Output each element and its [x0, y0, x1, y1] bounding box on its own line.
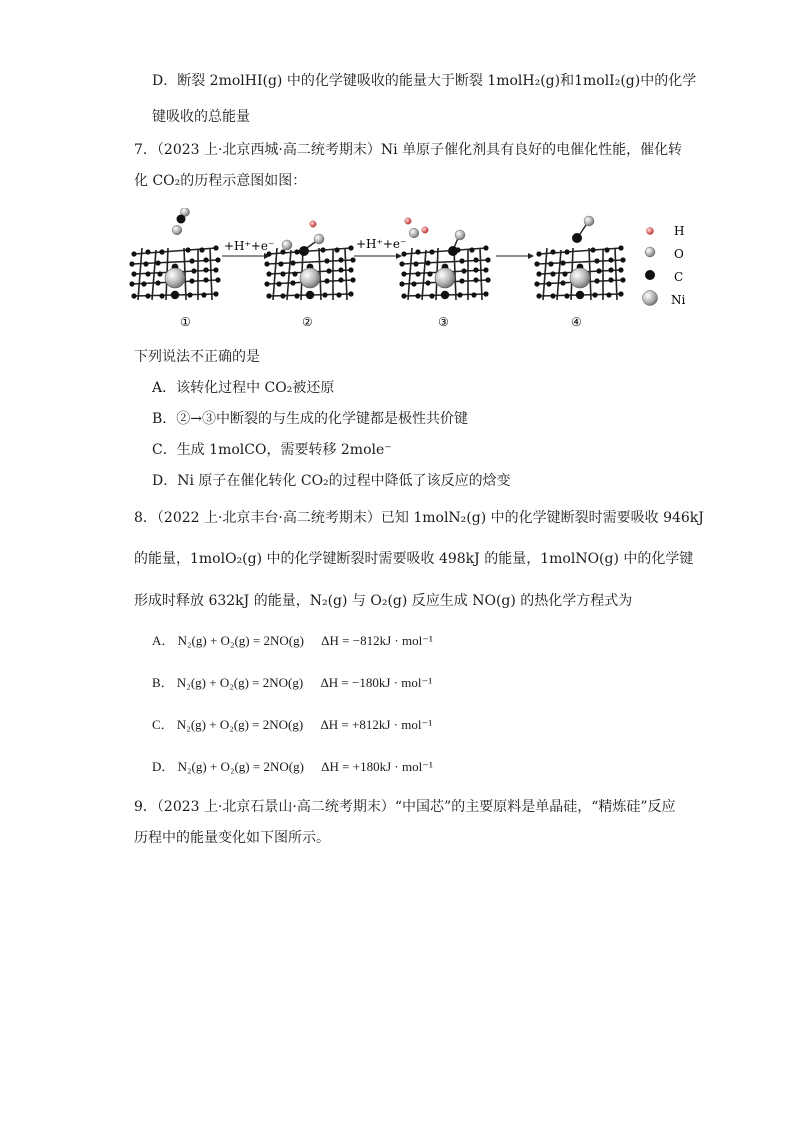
q7-stem-line2: 化 CO₂的历程示意图如图：	[134, 173, 307, 189]
q7-stem-line1: 7．（2023 上·北京西城·高二统考期末）Ni 单原子催化剂具有良好的电催化性能，催化转	[134, 142, 683, 158]
legend-c: C	[674, 270, 684, 284]
q7-option-a: A．该转化过程中 CO₂被还原	[152, 380, 335, 396]
equation: N₂(g) + O₂(g) = 2NO(g)	[177, 759, 304, 774]
equation: N₂(g) + O₂(g) = 2NO(g)	[176, 717, 304, 732]
option-letter: D．	[152, 759, 175, 774]
equation: N₂(g) + O₂(g) = 2NO(g)	[176, 675, 304, 690]
legend-h: H	[674, 224, 685, 238]
enthalpy: ΔH = +812kJ · mol⁻¹	[320, 717, 433, 732]
q7-option-b: B．②→③中断裂的与生成的化学键都是极性共价键	[152, 411, 469, 427]
q9-stem-line1: 9．（2023 上·北京石景山·高二统考期末）“中国芯”的主要原料是单晶硅，“精炼硅”反应	[134, 799, 676, 815]
option-letter: B．	[152, 675, 174, 690]
q8-option-c	[152, 716, 432, 734]
stage-4-lattice	[534, 216, 625, 300]
h-atom-icon	[647, 228, 654, 235]
q7-question: 下列说法不正确的是	[134, 349, 260, 365]
q8-stem-line1: 8．（2022 上·北京丰台·高二统考期末）已知 1molN₂(g) 中的化学键断裂时需要吸收 946kJ	[134, 510, 704, 526]
option-letter: C．	[152, 717, 174, 732]
c-atom-icon	[645, 270, 655, 280]
legend-o: O	[674, 247, 684, 261]
q7-option-c: C．生成 1molCO，需要转移 2mole⁻	[152, 442, 392, 458]
co2-conversion-diagram	[128, 208, 708, 333]
step-label-3: ③	[438, 315, 449, 329]
ni-atom-icon	[643, 291, 658, 306]
q6-option-d-line2: 键吸收的总能量	[152, 109, 250, 125]
stage-1-lattice	[129, 208, 220, 300]
co2-molecule	[172, 208, 189, 235]
q8-option-b	[152, 674, 432, 692]
o-atom-icon	[645, 247, 655, 257]
step-label-4: ④	[571, 315, 582, 329]
q8-stem-line3: 形成时释放 632kJ 的能量，N₂(g) 与 O₂(g) 反应生成 NO(g) 的热化学方程式为	[134, 593, 633, 609]
equation: N₂(g) + O₂(g) = 2NO(g)	[177, 633, 304, 648]
q8-stem-line2: 的能量，1molO₂(g) 中的化学键断裂时需要吸收 498kJ 的能量，1molNO(g) 中的化学键	[134, 551, 694, 567]
q6-option-d-line1: D．断裂 2molHI(g) 中的化学键吸收的能量大于断裂 1molH₂(g)和1molI₂(g)中的化学	[152, 73, 697, 89]
enthalpy: ΔH = +180kJ · mol⁻¹	[321, 759, 433, 774]
legend	[643, 224, 686, 307]
option-letter: A．	[152, 633, 175, 648]
step-label-2: ②	[302, 315, 313, 329]
arrow1-label: +H⁺+e⁻	[224, 239, 275, 253]
q7-option-d: D．Ni 原子在催化转化 CO₂的过程中降低了该反应的焓变	[152, 473, 511, 489]
arrow2-label: +H⁺+e⁻	[356, 237, 407, 251]
q8-option-a	[152, 632, 433, 650]
enthalpy: ΔH = −812kJ · mol⁻¹	[321, 633, 433, 648]
step-label-1: ①	[180, 315, 191, 329]
legend-ni: Ni	[671, 293, 686, 307]
stage-3-lattice	[399, 218, 490, 300]
enthalpy: ΔH = −180kJ · mol⁻¹	[320, 675, 433, 690]
q8-option-d	[152, 758, 433, 776]
q9-stem-line2: 历程中的能量变化如下图所示。	[134, 830, 330, 846]
stage-2-lattice	[264, 221, 355, 300]
